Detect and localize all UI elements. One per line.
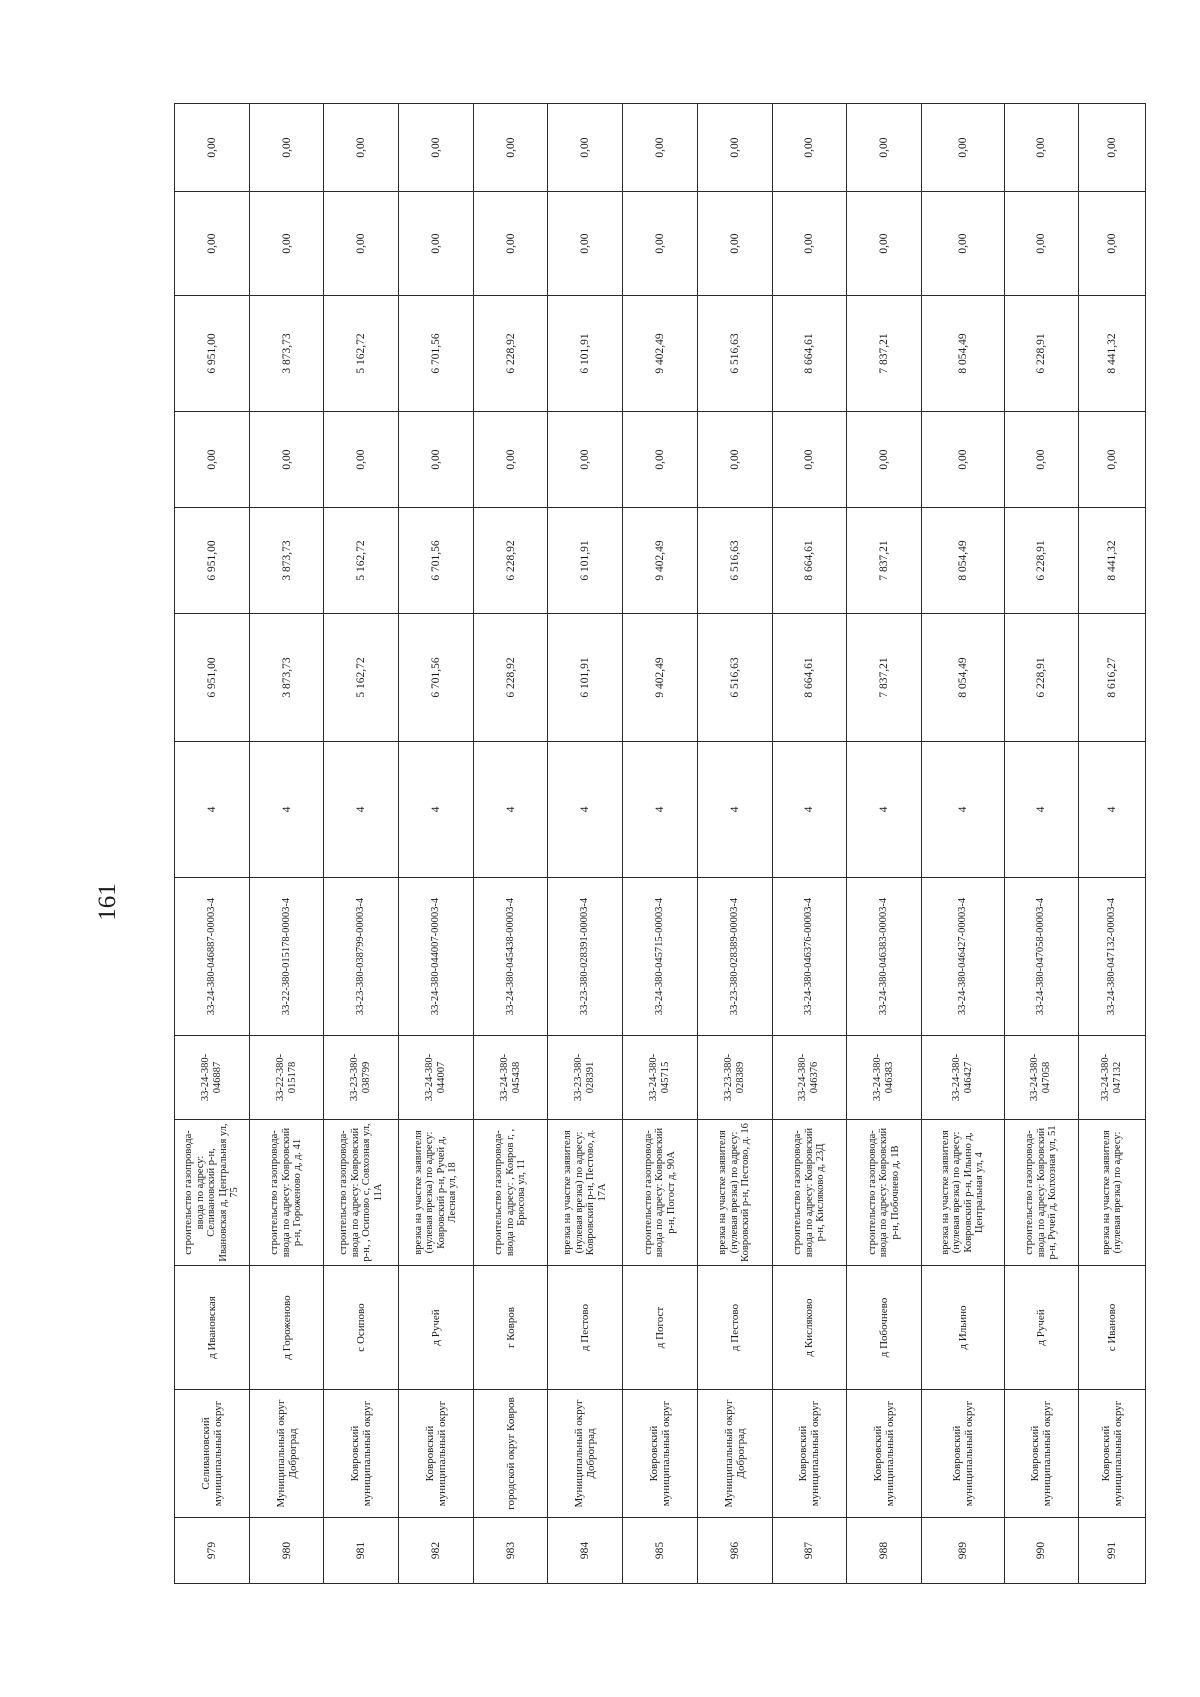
municipality-cell: Ковровский муниципальный округ [1004,1390,1079,1518]
amount-cell-5: 0,00 [847,192,922,296]
amount-cell-5: 0,00 [175,192,250,296]
municipality-cell: Муниципальный округ Доброград [249,1390,324,1518]
table-row [548,104,623,1584]
amount-cell-1: 6 516,63 [697,614,772,742]
object-code-cell: 33-24-380-047132 [1079,1036,1146,1120]
amount-cell-4: 6 228,91 [1004,296,1079,412]
amount-cell-4: 8 054,49 [921,296,1004,412]
amount-cell-3: 0,00 [1079,412,1146,508]
amount-cell-3: 0,00 [1004,412,1079,508]
amount-cell-6: 0,00 [1004,104,1079,192]
category-cell: 4 [847,742,922,878]
amount-cell-6: 0,00 [175,104,250,192]
amount-cell-4: 9 402,49 [623,296,698,412]
description-cell: строительство газопровода-ввода по адресу: , Ковров г, , Брюсова ул, 11 [473,1120,548,1266]
amount-cell-1: 6 228,91 [1004,614,1079,742]
amount-cell-1: 9 402,49 [623,614,698,742]
amount-cell-4: 3 873,73 [249,296,324,412]
settlement-cell: д Гороженово [249,1266,324,1390]
municipality-cell: Ковровский муниципальный округ [772,1390,847,1518]
municipality-cell: Муниципальный округ Доброград [697,1390,772,1518]
amount-cell-3: 0,00 [399,412,474,508]
row-number: 983 [473,1518,548,1584]
settlement-cell: с Иваново [1079,1266,1146,1390]
amount-cell-2: 6 701,56 [399,508,474,614]
settlement-cell: с Осипово [324,1266,399,1390]
description-cell: врезка на участке заявителя (нулевая врезка) по адресу: Ковровский р-н, Пестово, д. 16 [697,1120,772,1266]
amount-cell-2: 6 228,92 [473,508,548,614]
amount-cell-2: 7 837,21 [847,508,922,614]
description-cell: строительство газопровода-ввода по адресу: Ковровский р-н, Кисляково д, 23Д [772,1120,847,1266]
settlement-cell: д Ильино [921,1266,1004,1390]
register-table-wrapper [174,104,1146,1584]
amount-cell-1: 6 101,91 [548,614,623,742]
amount-cell-6: 0,00 [324,104,399,192]
settlement-cell: д Ручей [399,1266,474,1390]
amount-cell-1: 5 162,72 [324,614,399,742]
amount-cell-3: 0,00 [623,412,698,508]
amount-cell-5: 0,00 [324,192,399,296]
amount-cell-4: 5 162,72 [324,296,399,412]
amount-cell-2: 6 516,63 [697,508,772,614]
amount-cell-1: 6 701,56 [399,614,474,742]
amount-cell-4: 6 951,00 [175,296,250,412]
object-code-cell: 33-22-380-015178 [249,1036,324,1120]
description-cell: строительство газопровода-ввода по адресу: Ковровский р-н, Побочнево д, 1В [847,1120,922,1266]
object-code-cell: 33-24-380-046887 [175,1036,250,1120]
application-number-cell: 33-23-380-028389-00003-4 [697,878,772,1036]
application-number-cell: 33-24-380-045715-00003-4 [623,878,698,1036]
object-code-cell: 33-24-380-045715 [623,1036,698,1120]
object-code-cell: 33-24-380-044007 [399,1036,474,1120]
category-cell: 4 [623,742,698,878]
application-number-cell: 33-24-380-046887-00003-4 [175,878,250,1036]
object-code-cell: 33-23-380-038799 [324,1036,399,1120]
description-cell: строительство газопровода-ввода по адресу: Ковровский р-н, , Осипово с, Совхозная ул, 11А [324,1120,399,1266]
application-number-cell: 33-24-380-047132-00003-4 [1079,878,1146,1036]
application-number-cell: 33-24-380-047058-00003-4 [1004,878,1079,1036]
object-code-cell: 33-23-380-028389 [697,1036,772,1120]
amount-cell-5: 0,00 [697,192,772,296]
amount-cell-6: 0,00 [548,104,623,192]
municipality-cell: Селивановский муниципальный округ [175,1390,250,1518]
table-row [324,104,399,1584]
category-cell: 4 [175,742,250,878]
category-cell: 4 [473,742,548,878]
row-number: 984 [548,1518,623,1584]
settlement-cell: д Кисляково [772,1266,847,1390]
settlement-cell: д Пестово [548,1266,623,1390]
amount-cell-6: 0,00 [249,104,324,192]
amount-cell-6: 0,00 [697,104,772,192]
table-row [847,104,922,1584]
municipality-cell: Ковровский муниципальный округ [399,1390,474,1518]
object-code-cell: 33-24-380-046427 [921,1036,1004,1120]
amount-cell-5: 0,00 [1079,192,1146,296]
row-number: 979 [175,1518,250,1584]
municipality-cell: Ковровский муниципальный округ [921,1390,1004,1518]
description-cell: строительство газопровода-ввода по адресу: Ковровский р-н, Погост д, 90А [623,1120,698,1266]
municipality-cell: Ковровский муниципальный округ [324,1390,399,1518]
table-row [623,104,698,1584]
municipality-cell: Ковровский муниципальный округ [847,1390,922,1518]
amount-cell-2: 6 101,91 [548,508,623,614]
amount-cell-2: 8 664,61 [772,508,847,614]
table-row [399,104,474,1584]
amount-cell-6: 0,00 [473,104,548,192]
amount-cell-1: 7 837,21 [847,614,922,742]
amount-cell-6: 0,00 [1079,104,1146,192]
row-number: 989 [921,1518,1004,1584]
amount-cell-2: 8 054,49 [921,508,1004,614]
amount-cell-3: 0,00 [697,412,772,508]
description-cell: врезка на участке заявителя (нулевая врезка) по адресу: Ковровский р-н, Пестово, д. 17А [548,1120,623,1266]
category-cell: 4 [697,742,772,878]
category-cell: 4 [548,742,623,878]
amount-cell-3: 0,00 [324,412,399,508]
municipality-cell: Ковровский муниципальный округ [1079,1390,1146,1518]
row-number: 990 [1004,1518,1079,1584]
amount-cell-6: 0,00 [772,104,847,192]
amount-cell-2: 5 162,72 [324,508,399,614]
category-cell: 4 [1079,742,1146,878]
description-cell: строительство газопровода-ввода по адресу: Ковровский р-н, Гороженово д, д. 41 [249,1120,324,1266]
amount-cell-5: 0,00 [623,192,698,296]
row-number: 981 [324,1518,399,1584]
amount-cell-1: 6 228,92 [473,614,548,742]
page-number: 161 [94,883,121,921]
amount-cell-3: 0,00 [473,412,548,508]
amount-cell-2: 3 873,73 [249,508,324,614]
table-row [1004,104,1079,1584]
amount-cell-1: 3 873,73 [249,614,324,742]
description-cell: строительство газопровода-ввода по адресу: Ковровский р-н, Ручей д, Колхозная ул, 51 [1004,1120,1079,1266]
amount-cell-4: 8 441,32 [1079,296,1146,412]
amount-cell-5: 0,00 [399,192,474,296]
object-code-cell: 33-24-380-046376 [772,1036,847,1120]
description-cell: врезка на участке заявителя (нулевая врезка) по адресу: Ковровский р-н, Ильино д, Центральная ул, 4 [921,1120,1004,1266]
amount-cell-6: 0,00 [847,104,922,192]
description-cell: врезка на участке заявителя (нулевая врезка) по адресу: Ковровский р-н, Ручей д, Лесная ул, 18 [399,1120,474,1266]
application-number-cell: 33-23-380-028391-00003-4 [548,878,623,1036]
row-number: 988 [847,1518,922,1584]
application-number-cell: 33-22-380-015178-00003-4 [249,878,324,1036]
description-cell: врезка на участке заявителя (нулевая врезка) по адресу: [1079,1120,1146,1266]
amount-cell-5: 0,00 [548,192,623,296]
row-number: 985 [623,1518,698,1584]
category-cell: 4 [324,742,399,878]
row-number: 980 [249,1518,324,1584]
object-code-cell: 33-24-380-047058 [1004,1036,1079,1120]
settlement-cell: д Ручей [1004,1266,1079,1390]
row-number: 987 [772,1518,847,1584]
settlement-cell: д Ивановская [175,1266,250,1390]
amount-cell-6: 0,00 [623,104,698,192]
settlement-cell: г Ковров [473,1266,548,1390]
category-cell: 4 [921,742,1004,878]
amount-cell-1: 6 951,00 [175,614,250,742]
application-number-cell: 33-24-380-046383-00003-4 [847,878,922,1036]
register-table [174,103,1146,1584]
settlement-cell: д Погост [623,1266,698,1390]
row-number: 982 [399,1518,474,1584]
amount-cell-4: 8 664,61 [772,296,847,412]
amount-cell-3: 0,00 [175,412,250,508]
register-table-body [175,104,1146,1584]
table-row [697,104,772,1584]
amount-cell-4: 7 837,21 [847,296,922,412]
amount-cell-1: 8 616,27 [1079,614,1146,742]
object-code-cell: 33-24-380-045438 [473,1036,548,1120]
amount-cell-4: 6 101,91 [548,296,623,412]
amount-cell-2: 6 228,91 [1004,508,1079,614]
amount-cell-3: 0,00 [772,412,847,508]
amount-cell-5: 0,00 [473,192,548,296]
table-row [772,104,847,1584]
municipality-cell: городской округ Ковров [473,1390,548,1518]
category-cell: 4 [1004,742,1079,878]
category-cell: 4 [249,742,324,878]
table-row [1079,104,1146,1584]
application-number-cell: 33-23-380-038799-00003-4 [324,878,399,1036]
description-cell: строительство газопровода-ввода по адресу: Селивановский р-н, Ивановская д, Центральная ул, 75 [175,1120,250,1266]
object-code-cell: 33-24-380-046383 [847,1036,922,1120]
amount-cell-3: 0,00 [921,412,1004,508]
amount-cell-3: 0,00 [548,412,623,508]
category-cell: 4 [772,742,847,878]
amount-cell-1: 8 664,61 [772,614,847,742]
settlement-cell: д Побочнево [847,1266,922,1390]
object-code-cell: 33-23-380-028391 [548,1036,623,1120]
amount-cell-5: 0,00 [249,192,324,296]
amount-cell-6: 0,00 [921,104,1004,192]
table-row [175,104,250,1584]
application-number-cell: 33-24-380-045438-00003-4 [473,878,548,1036]
application-number-cell: 33-24-380-046427-00003-4 [921,878,1004,1036]
amount-cell-4: 6 701,56 [399,296,474,412]
amount-cell-3: 0,00 [847,412,922,508]
municipality-cell: Ковровский муниципальный округ [623,1390,698,1518]
settlement-cell: д Пестово [697,1266,772,1390]
table-row [249,104,324,1584]
amount-cell-3: 0,00 [249,412,324,508]
amount-cell-5: 0,00 [1004,192,1079,296]
table-row [473,104,548,1584]
amount-cell-1: 8 054,49 [921,614,1004,742]
municipality-cell: Муниципальный округ Доброград [548,1390,623,1518]
amount-cell-6: 0,00 [399,104,474,192]
row-number: 991 [1079,1518,1146,1584]
amount-cell-2: 9 402,49 [623,508,698,614]
application-number-cell: 33-24-380-044007-00003-4 [399,878,474,1036]
amount-cell-5: 0,00 [921,192,1004,296]
amount-cell-5: 0,00 [772,192,847,296]
amount-cell-2: 6 951,00 [175,508,250,614]
application-number-cell: 33-24-380-046376-00003-4 [772,878,847,1036]
amount-cell-2: 8 441,32 [1079,508,1146,614]
category-cell: 4 [399,742,474,878]
amount-cell-4: 6 516,63 [697,296,772,412]
row-number: 986 [697,1518,772,1584]
table-row [921,104,1004,1584]
amount-cell-4: 6 228,92 [473,296,548,412]
